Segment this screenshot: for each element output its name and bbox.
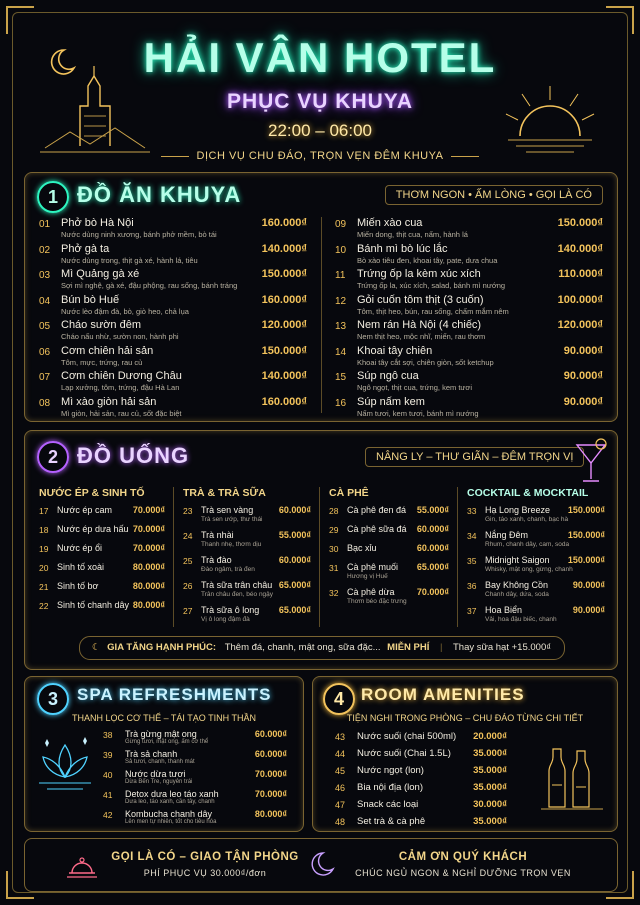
menu-item (335, 396, 603, 422)
item-price: 80.000₫ (254, 809, 287, 819)
item-number: 13 (335, 321, 347, 332)
drink-item (329, 524, 449, 543)
item-name: Trà sữa trân châu (201, 580, 273, 590)
amenity-item (335, 765, 507, 783)
item-name: Nước suối (chai 500ml) (357, 731, 457, 742)
drink-item (329, 587, 449, 612)
item-price: 60.000₫ (416, 543, 449, 553)
item-price: 35.000₫ (473, 748, 507, 759)
drink-item (39, 562, 165, 581)
item-name: Sinh tố bơ (57, 581, 99, 591)
drinks-column-coffee (329, 487, 449, 612)
item-description: Nước lèo đậm đà, bò, giò heo, chả lụa (61, 306, 189, 316)
section-number: 4 (323, 683, 355, 715)
drink-item (329, 543, 449, 562)
drink-item (183, 605, 311, 630)
item-price: 70.000₫ (254, 769, 287, 779)
spa-item (103, 789, 287, 809)
item-name: Miến xào cua (357, 217, 423, 229)
item-number: 45 (335, 766, 346, 776)
item-number: 14 (335, 346, 347, 358)
item-name: Cà phê muối (347, 562, 399, 572)
section-title: ĐỒ UỐNG (77, 443, 190, 468)
menu-item (335, 243, 603, 269)
item-name: Cháo sườn đêm (61, 319, 142, 331)
item-name: Hoa Biển (485, 605, 523, 615)
column-divider (457, 487, 458, 627)
item-description: Tôm, mực, trứng, rau củ (61, 357, 143, 367)
section-number: 3 (37, 683, 69, 715)
spa-item (103, 809, 287, 829)
item-name: Nước ép cam (57, 505, 112, 515)
item-price: 70.000₫ (132, 505, 165, 515)
amenity-item (335, 799, 507, 817)
item-description: Hương vị Huế (347, 573, 388, 580)
item-description: Tôm, thịt heo, bún, rau sống, chấm mắm nêm (357, 306, 509, 316)
item-price: 65.000₫ (416, 562, 449, 572)
menu-item (335, 319, 603, 345)
item-number: 42 (103, 810, 113, 820)
item-price: 80.000₫ (132, 562, 165, 572)
amenity-item (335, 816, 507, 834)
item-name: Mì Quảng gà xé (61, 268, 140, 280)
item-number: 12 (335, 295, 347, 307)
column-divider (173, 487, 174, 627)
item-description: Gừng tươi, mật ong, ấm cơ thể (125, 739, 209, 745)
tagline: DỊCH VỤ CHU ĐÁO, TRỌN VẸN ĐÊM KHUYA (0, 150, 640, 162)
item-description: Trứng ốp la, xúc xích, salad, bánh mì nướng (357, 281, 506, 290)
item-number: 22 (39, 601, 49, 611)
item-number: 47 (335, 800, 346, 810)
item-description: Nem thịt heo, mộc nhĩ, miến, rau thơm (357, 332, 486, 341)
footer-left-sub: PHÍ PHỤC VỤ 30.000₫/đơn (143, 868, 267, 878)
item-name: Nem rán Hà Nội (4 chiếc) (357, 319, 482, 331)
item-number: 36 (467, 581, 477, 591)
section-late-night-food (24, 172, 618, 422)
item-name: Cà phê sữa đá (347, 524, 407, 534)
drink-item (467, 580, 605, 605)
item-price: 80.000₫ (132, 600, 165, 610)
item-name: Khoai tây chiên (357, 344, 433, 357)
item-price: 55.000₫ (416, 505, 449, 515)
header (0, 0, 640, 175)
item-name: Cà phê dừa (347, 587, 395, 597)
drinks-column-tea (183, 487, 311, 630)
footer-right-main: CẢM ƠN QUÝ KHÁCH (398, 851, 528, 863)
addon-free: MIỄN PHÍ (387, 642, 430, 653)
item-number: 10 (335, 244, 347, 256)
addon-label: GIA TĂNG HẠNH PHÚC: (107, 642, 217, 653)
item-number: 07 (39, 372, 51, 383)
item-name: Súp nấm kem (357, 395, 425, 408)
item-number: 29 (329, 525, 339, 535)
item-name: Nước ép ổi (57, 543, 102, 553)
item-name: Trà sen vàng (201, 505, 254, 515)
footer-left-main: GỌI LÀ CÓ – GIAO TẬN PHÒNG (111, 851, 299, 863)
item-price: 160.000₫ (261, 395, 307, 408)
item-price: 100.000₫ (557, 293, 603, 306)
drinks-column-title: CÀ PHÊ (329, 487, 369, 499)
item-price: 160.000₫ (261, 217, 307, 229)
item-price: 110.000₫ (558, 268, 603, 280)
drink-item (39, 543, 165, 562)
menu-item (39, 319, 307, 345)
item-name: Trà đào (201, 555, 232, 565)
item-price: 65.000₫ (278, 605, 311, 615)
item-name: Cơm chiên hải sản (61, 344, 154, 357)
addon-extra: Thay sữa hạt +15.000₫ (452, 642, 552, 653)
menu-item (335, 345, 603, 371)
item-number: 48 (335, 817, 346, 827)
item-price: 90.000₫ (563, 370, 603, 382)
item-description: Ngô ngọt, thịt cua, trứng, kem tươi (357, 383, 473, 392)
item-price: 90.000₫ (563, 395, 603, 408)
item-price: 65.000₫ (278, 580, 311, 590)
amenity-item (335, 748, 507, 766)
item-name: Nước dừa tươi (125, 769, 186, 779)
drink-item (467, 505, 605, 530)
item-number: 06 (39, 346, 51, 358)
item-number: 33 (467, 506, 477, 516)
item-price: 150.000₫ (567, 530, 605, 540)
item-description: Vị ô long đậm đà (201, 616, 250, 623)
item-number: 44 (335, 749, 346, 759)
item-price: 120.000₫ (261, 319, 307, 331)
item-name: Mì xào giòn hải sản (61, 395, 157, 408)
item-number: 16 (335, 397, 347, 409)
moon-icon: ☾ (92, 642, 101, 653)
item-description: Mì giòn, hải sản, rau củ, sốt đặc biệt (61, 408, 182, 418)
section-title: SPA REFRESHMENTS (77, 685, 272, 704)
section-number: 1 (37, 181, 69, 213)
drink-item (39, 505, 165, 524)
item-name: Bạc xỉu (347, 543, 377, 553)
footer-right-sub: CHÚC NGỦ NGON & NGHỈ DƯỠNG TRỌN VẸN (355, 868, 571, 878)
item-price: 150.000₫ (261, 268, 307, 280)
item-number: 17 (39, 506, 49, 516)
item-description: Dưa leo, táo xanh, cần tây, chanh (125, 799, 215, 805)
item-description: Thanh nhẹ, thơm dịu (201, 541, 262, 548)
bottles-icon (539, 741, 605, 811)
item-name: Trà nhài (201, 530, 234, 540)
item-price: 150.000₫ (261, 344, 307, 357)
item-price: 55.000₫ (278, 530, 311, 540)
item-name: Trà sữa ô long (201, 605, 260, 615)
item-number: 23 (183, 506, 193, 516)
amenity-item (335, 731, 507, 749)
menu-item (39, 243, 307, 269)
item-number: 43 (335, 732, 346, 742)
item-number: 03 (39, 270, 51, 281)
item-name: Set trà & cà phê (357, 816, 426, 827)
item-description: Trà sen ướp, thư thái (201, 516, 263, 523)
item-name: Cà phê đen đá (347, 505, 407, 515)
drinks-column-juice (39, 487, 165, 619)
drink-item (39, 524, 165, 543)
item-number: 35 (467, 556, 477, 566)
drink-item (467, 555, 605, 580)
drink-item (467, 605, 605, 630)
menu-item (335, 217, 603, 243)
item-price: 70.000₫ (132, 543, 165, 553)
item-price: 60.000₫ (254, 729, 287, 739)
item-name: Sinh tố xoài (57, 562, 105, 572)
addon-banner (79, 636, 565, 660)
item-name: Phở bò Hà Nội (61, 217, 134, 229)
item-description: Sả tươi, chanh, thanh mát (125, 759, 195, 765)
item-number: 38 (103, 730, 113, 740)
item-name: Gỏi cuốn tôm thịt (3 cuốn) (357, 293, 484, 306)
drink-item (183, 580, 311, 605)
section-title: ROOM AMENITIES (361, 685, 525, 704)
item-number: 24 (183, 531, 193, 541)
item-price: 30.000₫ (473, 799, 507, 810)
item-price: 90.000₫ (572, 580, 605, 590)
item-description: Khoai tây cắt sợi, chiên giòn, sốt ketchup (357, 357, 494, 367)
item-description: Nấm tươi, kem tươi, bánh mì nướng (357, 408, 479, 418)
menu-item (39, 370, 307, 396)
item-price: 70.000₫ (254, 789, 287, 799)
section-slogan: NÂNG LY – THƯ GIÃN – ĐÊM TRỌN VỊ (365, 447, 584, 467)
drinks-column-title: COCKTAIL & MOCKTAIL (467, 487, 589, 499)
item-price: 150.000₫ (567, 505, 605, 515)
drink-item (39, 600, 165, 619)
food-column-left (39, 217, 307, 421)
item-price: 150.000₫ (557, 217, 603, 229)
item-number: 19 (39, 544, 49, 554)
item-name: Detox dưa leo táo xanh (125, 789, 219, 799)
item-price: 150.000₫ (567, 555, 605, 565)
drink-item (183, 505, 311, 530)
item-name: Midnight Saigon (485, 555, 550, 565)
item-number: 37 (467, 606, 477, 616)
item-name: Nước ép dưa hấu (57, 524, 129, 534)
footer-right (343, 851, 583, 878)
item-number: 11 (335, 270, 346, 281)
item-number: 09 (335, 219, 347, 230)
item-number: 39 (103, 750, 113, 760)
drinks-column-title: TRÀ & TRÀ SỮA (183, 487, 266, 499)
item-price: 70.000₫ (416, 587, 449, 597)
item-description: Trân châu đen, béo ngậy (201, 591, 274, 598)
menu-item (39, 396, 307, 422)
item-number: 04 (39, 295, 51, 307)
menu-item (335, 268, 603, 294)
item-number: 01 (39, 219, 51, 230)
addon-text: Thêm đá, chanh, mật ong, sữa đặc... (224, 642, 381, 653)
item-description: Vải, hoa đậu biếc, chanh (485, 616, 557, 623)
item-name: Nắng Đêm (485, 530, 529, 540)
room-service-cloche-icon (65, 847, 99, 881)
drinks-column-cocktail (467, 487, 605, 630)
item-number: 31 (329, 563, 339, 573)
item-description: Đào ngâm, trà đen (201, 566, 255, 573)
item-name: Bánh mì bò lúc lắc (357, 242, 448, 255)
item-description: Chanh dây, dứa, soda (485, 591, 549, 598)
item-price: 35.000₫ (473, 765, 507, 776)
item-price: 60.000₫ (416, 524, 449, 534)
item-number: 05 (39, 321, 51, 332)
menu-item (335, 294, 603, 320)
item-number: 20 (39, 563, 49, 573)
addon-separator: | (440, 642, 443, 653)
menu-item (39, 294, 307, 320)
item-number: 30 (329, 544, 339, 554)
item-number: 34 (467, 531, 477, 541)
item-price: 60.000₫ (278, 555, 311, 565)
item-number: 25 (183, 556, 193, 566)
drink-item (467, 530, 605, 555)
item-price: 140.000₫ (261, 370, 307, 382)
item-name: Nước ngọt (lon) (357, 765, 424, 776)
item-name: Hạ Long Breeze (485, 505, 551, 515)
item-name: Trà gừng mật ong (125, 729, 197, 739)
section-room-amenities (312, 676, 618, 832)
menu-subtitle: PHỤC VỤ KHUYA (226, 90, 414, 113)
item-name: Bia nội địa (lon) (357, 782, 424, 793)
service-hours: 22:00 – 06:00 (268, 121, 372, 140)
item-price: 80.000₫ (132, 581, 165, 591)
item-description: Lên men tự nhiên, tốt cho tiêu hóa (125, 819, 217, 825)
item-description: Dừa Bến Tre, nguyên trái (125, 779, 193, 785)
item-price: 35.000₫ (473, 816, 507, 827)
item-price: 90.000₫ (563, 344, 603, 357)
hotel-title: HẢI VÂN HOTEL (143, 34, 497, 81)
menu-item (335, 370, 603, 396)
item-number: 28 (329, 506, 339, 516)
item-name: Nước suối (Chai 1.5L) (357, 748, 451, 759)
spa-item (103, 749, 287, 769)
drink-item (39, 581, 165, 600)
item-number: 27 (183, 606, 193, 616)
footer (24, 838, 618, 892)
drink-item (183, 530, 311, 555)
section-slogan: THANH LỌC CƠ THỂ – TÁI TẠO TINH THẦN (72, 713, 256, 723)
item-description: Thơm béo đặc trưng (347, 598, 407, 605)
item-name: Trứng ốp la kèm xúc xích (357, 268, 481, 280)
section-slogan: TIỆN NGHI TRONG PHÒNG – CHU ĐÁO TỪNG CHI TIẾT (346, 713, 584, 723)
column-divider (321, 217, 322, 413)
menu-item (39, 268, 307, 294)
item-description: Gin, táo xanh, chanh, bạc hà (485, 516, 569, 523)
item-number: 15 (335, 372, 347, 383)
item-description: Bò xào tiêu đen, khoai tây, pate, dưa chua (357, 255, 498, 265)
footer-left (105, 851, 305, 878)
item-number: 32 (329, 588, 339, 598)
item-name: Sinh tố chanh dây (57, 600, 130, 610)
item-description: Rhum, chanh dây, cam, soda (485, 541, 570, 548)
item-description: Nước dùng ninh xương, bánh phở mềm, bò tái (61, 230, 217, 239)
item-number: 26 (183, 581, 193, 591)
menu-item (39, 345, 307, 371)
drink-item (329, 505, 449, 524)
item-name: Kombucha chanh dây (125, 809, 213, 819)
item-number: 08 (39, 397, 51, 409)
item-number: 40 (103, 770, 113, 780)
item-price: 140.000₫ (261, 242, 307, 255)
item-description: Cháo nấu nhừ, sườn non, hành phi (61, 332, 179, 341)
item-price: 35.000₫ (473, 782, 507, 793)
section-spa (24, 676, 304, 832)
food-column-right (335, 217, 603, 421)
item-description: Miến dong, thịt cua, nấm, hành lá (357, 230, 468, 239)
menu-item (39, 217, 307, 243)
item-description: Sợi mì nghệ, gà xé, đậu phộng, rau sống, bánh tráng (61, 281, 238, 290)
item-price: 160.000₫ (261, 293, 307, 306)
item-description: Lạp xưởng, tôm, trứng, đậu Hà Lan (61, 383, 180, 392)
column-divider (319, 487, 320, 627)
item-number: 02 (39, 244, 51, 256)
drink-item (329, 562, 449, 587)
item-name: Trà sả chanh (125, 749, 178, 759)
section-slogan: THƠM NGON • ẤM LÒNG • GỌI LÀ CÓ (385, 185, 603, 205)
item-price: 60.000₫ (254, 749, 287, 759)
moon-icon (307, 849, 337, 879)
item-price: 140.000₫ (557, 242, 603, 255)
item-price: 120.000₫ (557, 319, 603, 331)
item-name: Bay Không Cồn (485, 580, 549, 590)
drinks-column-title: NƯỚC ÉP & SINH TỐ (39, 487, 145, 499)
item-name: Súp ngô cua (357, 370, 419, 382)
amenity-item (335, 782, 507, 800)
item-number: 46 (335, 783, 346, 793)
item-price: 70.000₫ (132, 524, 165, 534)
item-description: Nước dùng trong, thịt gà xé, hành lá, tiêu (61, 255, 198, 265)
item-price: 90.000₫ (572, 605, 605, 615)
item-description: Whisky, mật ong, gừng, chanh (485, 566, 573, 573)
item-number: 21 (39, 582, 49, 592)
item-price: 20.000₫ (473, 731, 507, 742)
item-name: Phở gà ta (61, 242, 110, 255)
cocktail-icon (573, 437, 609, 485)
item-name: Cơm chiên Dương Châu (61, 370, 182, 382)
spa-item (103, 729, 287, 749)
item-name: Snack các loại (357, 799, 419, 810)
item-name: Bún bò Huế (61, 293, 120, 306)
drink-item (183, 555, 311, 580)
section-number: 2 (37, 441, 69, 473)
item-number: 18 (39, 525, 49, 535)
item-price: 60.000₫ (278, 505, 311, 515)
section-title: ĐỒ ĂN KHUYA (77, 182, 242, 207)
lotus-icon (33, 735, 97, 795)
item-number: 41 (103, 790, 113, 800)
section-drinks (24, 430, 618, 670)
spa-item (103, 769, 287, 789)
